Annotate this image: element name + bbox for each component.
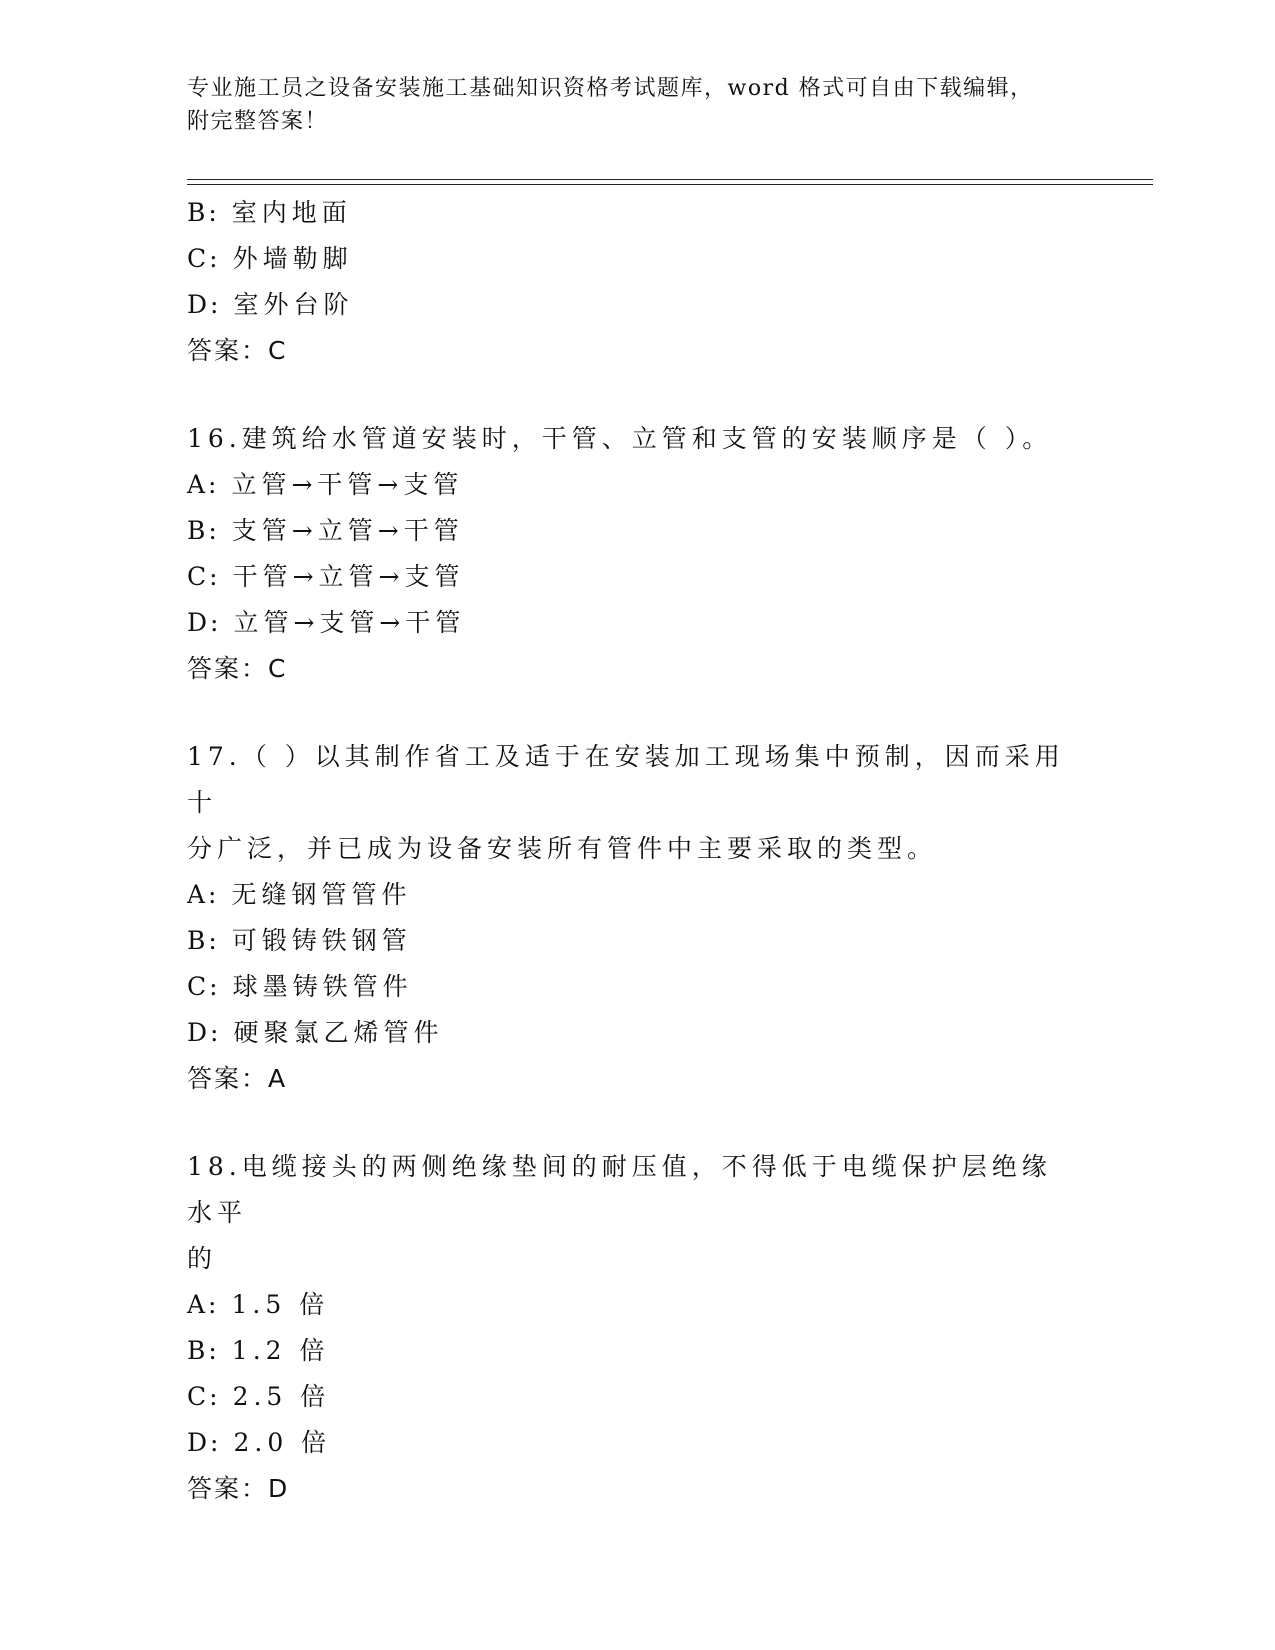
question-text [187,734,1067,872]
header-line-2: 附完整答案！ [187,109,329,134]
option-key: D: [187,1018,222,1047]
answer: 答案：C [187,336,288,365]
option-key: D: [187,608,222,637]
question-text [187,1144,1067,1282]
question-line-1: 18.电缆接头的两侧绝缘垫间的耐压值，不得低于电缆保护层绝缘水平 [187,1152,1052,1227]
option-text: 1.2 倍 [231,1336,330,1365]
question-15-block [187,190,1087,374]
question-line-1: 17.（ ）以其制作省工及适于在安装加工现场集中预制，因而采用十 [187,742,1065,817]
question-content [187,190,1087,1512]
option-key: C: [187,244,221,273]
option-key: C: [187,972,221,1001]
header-line-1: 专业施工员之设备安装施工基础知识资格考试题库，word 格式可自由下载编辑， [187,76,1034,101]
option-text: 干管→立管→支管 [232,562,465,591]
question-text: 16.建筑给水管道安装时，干管、立管和支管的安装顺序是（ ）。 [187,424,1053,453]
option-d [187,1010,1087,1056]
option-text: 立管→支管→干管 [233,608,466,637]
option-a [187,1282,1087,1328]
option-text: 硬聚氯乙烯管件 [233,1018,444,1047]
option-key: C: [187,1382,221,1411]
option-text: 外墙勒脚 [232,244,353,273]
option-text: 1.5 倍 [231,1290,330,1319]
option-a [187,872,1087,918]
option-text: 立管→干管→支管 [231,470,464,499]
option-text: 球墨铸铁管件 [232,972,413,1001]
option-key: B: [187,198,220,227]
header-divider-bottom [187,184,1153,185]
option-key: B: [187,926,220,955]
question-18-block [187,1144,1087,1512]
option-a [187,462,1087,508]
option-d [187,600,1087,646]
document-header [187,72,1087,138]
option-text: 支管→立管→干管 [231,516,464,545]
option-text: 室内地面 [231,198,352,227]
answer: 答案：D [187,1474,290,1503]
answer: 答案：C [187,654,288,683]
option-key: A: [187,880,220,909]
option-b [187,1328,1087,1374]
question-line-2: 的 [187,1244,218,1273]
option-key: D: [187,1428,222,1457]
header-divider-top [187,179,1153,180]
answer: 答案：A [187,1064,288,1093]
question-17-block [187,734,1087,1102]
question-line-2: 分广泛，并已成为设备安装所有管件中主要采取的类型。 [187,834,938,863]
option-key: A: [187,1290,220,1319]
option-text: 2.0 倍 [233,1428,332,1457]
option-d [187,1420,1087,1466]
option-key: A: [187,470,220,499]
option-b [187,190,1087,236]
option-text: 2.5 倍 [232,1382,331,1411]
option-text: 室外台阶 [233,290,354,319]
option-b [187,918,1087,964]
option-key: B: [187,1336,220,1365]
option-c [187,236,1087,282]
option-text: 可锻铸铁钢管 [231,926,412,955]
option-text: 无缝钢管管件 [231,880,412,909]
option-c [187,1374,1087,1420]
option-d [187,282,1087,328]
option-key: D: [187,290,222,319]
question-16-block [187,416,1087,692]
option-key: B: [187,516,220,545]
option-c [187,554,1087,600]
option-key: C: [187,562,221,591]
option-c [187,964,1087,1010]
option-b [187,508,1087,554]
